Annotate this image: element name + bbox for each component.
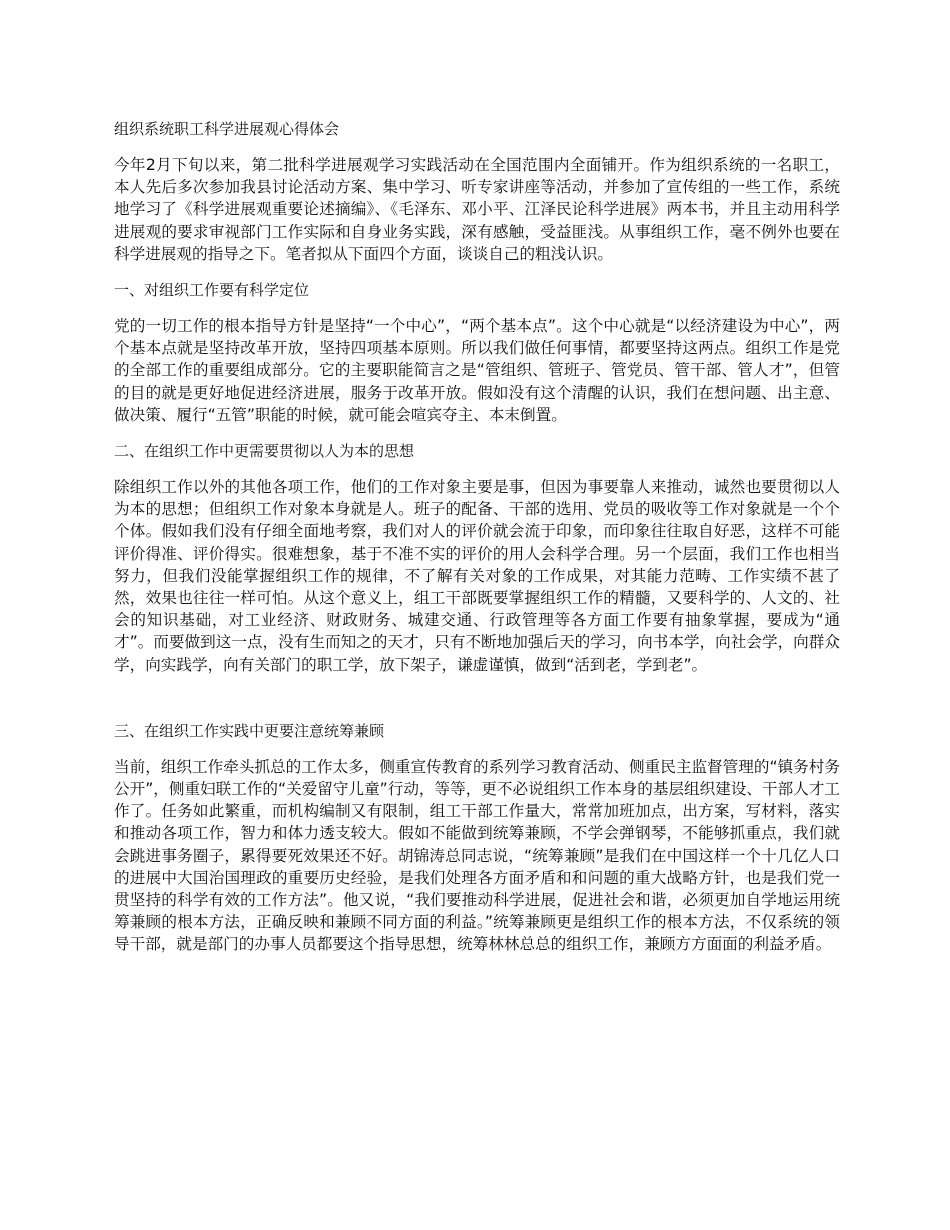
intro-paragraph: 今年2月下旬以来，第二批科学进展观学习实践活动在全国范围内全面铺开。作为组织系统的一名职工，本人先后多次参加我县讨论活动方案、集中学习、听专家讲座等活动，并参加了宣传组的一些工作，系统地学习了《科学进展观重要论述摘编》、《毛泽东、邓小平、江泽民论科学进展》两本书，并且主动用科学进展观的要求审视部门工作实际和自身业务实践，深有感触，受益匪浅。从事组织工作，毫不例外也要在科学进展观的指导之下。笔者拟从下面四个方面，谈谈自己的粗浅认识。 [114, 156, 840, 263]
section-1-heading: 一、对组织工作要有科学定位 [114, 281, 310, 300]
section-spacer [114, 690, 840, 720]
document-title: 组织系统职工科学进展观心得体会 [114, 120, 340, 138]
section-3-heading: 三、在组织工作实践中更要注意统筹兼顾 [114, 721, 385, 740]
section-3-paragraph: 当前，组织工作牵头抓总的工作太多，侧重宣传教育的系列学习教育活动、侧重民主监督管理的“镇务村务公开”，侧重妇联工作的“关爱留守儿童”行动，等等，更不必说组织工作本身的基层组织建设、干部人才工作了。任务如此繁重，而机构编制又有限制，组工干部工作量大，常常加班加点，出方案，写材料，落实和推动各项工作，智力和体力透支较大。假如不能做到统筹兼顾，不学会弹钢琴，不能够抓重点，我们就会跳进事务圈子，累得要死效果还不好。胡锦涛总同志说，“统筹兼顾”是我们在中国这样一个十几亿人口的进展中大国治国理政的重要历史经验，是我们处理各方面矛盾和和问题的重大战略方针，也是我们党一贯坚持的科学有效的工作方法”。他又说，“我们要推动科学进展，促进社会和谐，必须更加自学地运用统筹兼顾的根本方法，正确反映和兼顾不同方面的利益。”统筹兼顾更是组织工作的根本方法，不仅系统的领导干部，就是部门的办事人员都要这个指导思想，统筹林林总总的组织工作，兼顾方方面面的利益矛盾。 [114, 757, 840, 954]
section-1-paragraph: 党的一切工作的根本指导方针是坚持“一个中心”，“两个基本点”。这个中心就是“以经济建设为中心”，两个基本点就是坚持改革开放，坚持四项基本原则。所以我们做任何事情，都要坚持这两点。组织工作是党的全部工作的重要组成部分。它的主要职能简言之是“管组织、管班子、管党员、管干部、管人才”，但管的目的就是更好地促进经济进展，服务于改革开放。假如没有这个清醒的认识，我们在想问题、出主意、做决策、履行“五管”职能的时候，就可能会喧宾夺主、本末倒置。 [114, 317, 840, 424]
section-2-paragraph: 除组织工作以外的其他各项工作，他们的工作对象主要是事，但因为事要靠人来推动，诚然也要贯彻以人为本的思想；但组织工作对象本身就是人。班子的配备、干部的选用、党员的吸收等工作对象就是一个个个体。假如我们没有仔细全面地考察，我们对人的评价就会流于印象，而印象往往取自好恶，这样不可能评价得准、评价得实。很难想象，基于不准不实的评价的用人会科学合理。另一个层面，我们工作也相当努力，但我们没能掌握组织工作的规律，不了解有关对象的工作成果，对其能力范畴、工作实绩不甚了然，效果也往往一样可怕。从这个意义上，组工干部既要掌握组织工作的精髓，又要科学的、人文的、社会的知识基础，对工业经济、财政财务、城建交通、行政管理等各方面工作要有抽象掌握，要成为“通才”。而要做到这一点，没有生而知之的天才，只有不断地加强后天的学习，向书本学，向社会学，向群众学，向实践学，向有关部门的职工学，放下架子，谦虚谨慎，做到“活到老，学到老”。 [114, 478, 840, 674]
section-2-heading: 二、在组织工作中更需要贯彻以人为本的思想 [114, 442, 415, 461]
document-page [114, 118, 840, 970]
